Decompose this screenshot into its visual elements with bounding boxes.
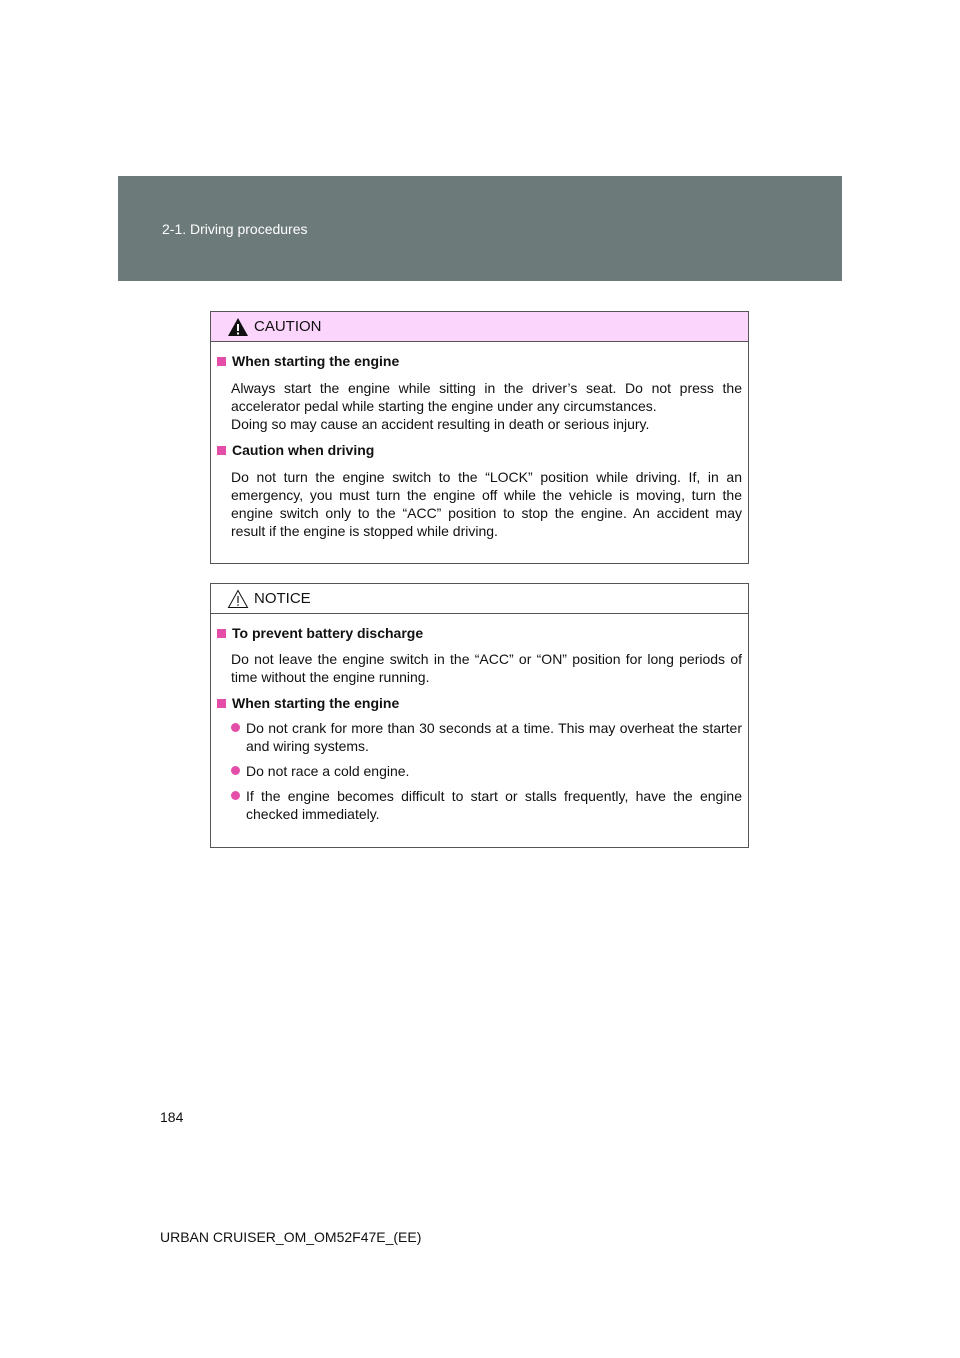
item-title: To prevent battery discharge (232, 625, 424, 641)
item-title: When starting the engine (232, 695, 400, 711)
round-bullet-icon (231, 791, 240, 800)
warning-icon (227, 317, 249, 337)
caution-item (217, 441, 742, 540)
caution-box (210, 311, 749, 564)
square-bullet-icon (217, 699, 226, 708)
list-item: Do not crank for more than 30 seconds at a time. This may overheat the starter and wiring systems. (231, 719, 742, 755)
item-paragraph: Always start the engine while sitting in the driver’s seat. Do not press the accelerator pedal while starting the engine under any circumstances. (231, 380, 742, 414)
item-title: Caution when driving (232, 442, 375, 458)
square-bullet-icon (217, 629, 226, 638)
item-paragraph: Do not turn the engine switch to the “LOCK” position while driving. If, in an emergency, you must turn the engine off while the vehicle is moving, turn the engine switch only to the “ACC” position to stop the engine. An accident may result if the engine is stopped while driving. (231, 469, 742, 539)
notice-box (210, 583, 749, 848)
notice-triangle-icon (227, 589, 249, 609)
caution-item (217, 352, 742, 433)
document-code: URBAN CRUISER_OM_OM52F47E_(EE) (160, 1229, 422, 1245)
notice-item (217, 694, 742, 823)
notice-item (217, 624, 742, 686)
item-paragraph: Do not leave the engine switch in the “ACC” or “ON” position for long periods of time without the engine running. (231, 651, 742, 685)
list-item: If the engine becomes difficult to start or stalls frequently, have the engine checked immediately. (231, 787, 742, 823)
caution-header (211, 312, 748, 342)
item-paragraph: Doing so may cause an accident resulting in death or serious injury. (231, 416, 650, 432)
list-item: Do not race a cold engine. (231, 762, 742, 780)
notice-label: NOTICE (254, 590, 311, 607)
square-bullet-icon (217, 446, 226, 455)
caution-label: CAUTION (254, 318, 322, 335)
page-number: 184 (160, 1109, 184, 1125)
round-bullet-icon (231, 723, 240, 732)
section-title: 2-1. Driving procedures (162, 221, 308, 237)
section-header-band (118, 176, 842, 281)
notice-header (211, 584, 748, 614)
round-bullet-icon (231, 766, 240, 775)
square-bullet-icon (217, 357, 226, 366)
item-title: When starting the engine (232, 353, 400, 369)
